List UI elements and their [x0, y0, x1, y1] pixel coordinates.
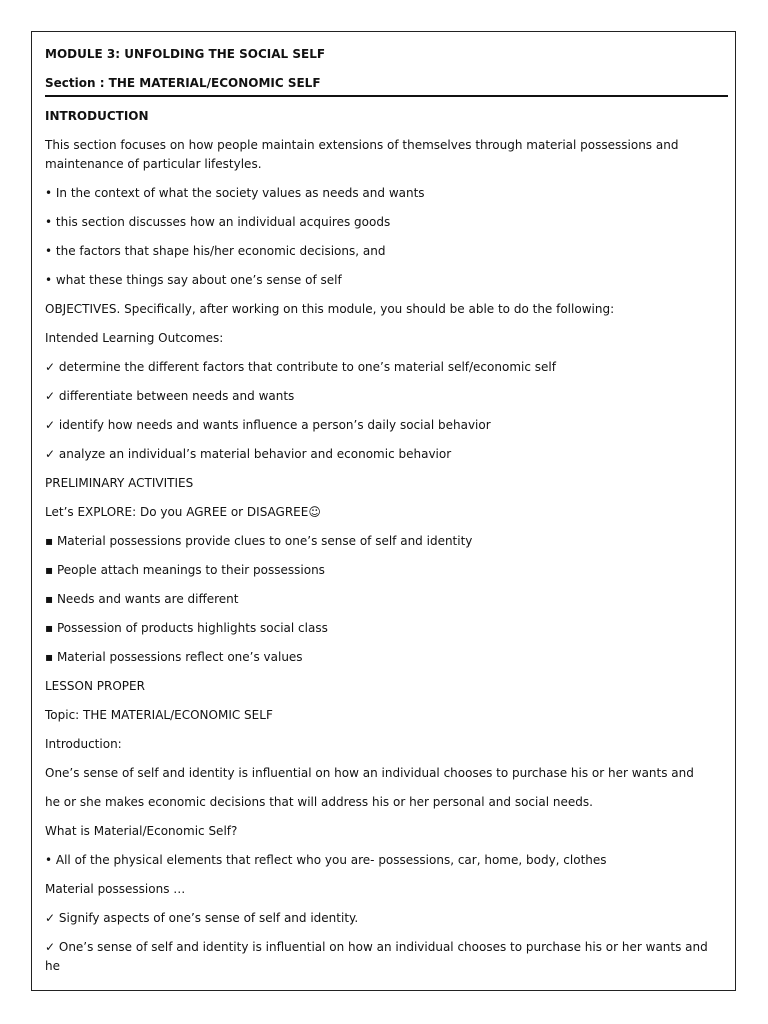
preliminary-item: ▪ Possession of products highlights social class [45, 621, 328, 635]
lesson-definition: • All of the physical elements that reflect who you are- possessions, car, home, body, clothes [45, 853, 607, 867]
section-title: Section : THE MATERIAL/ECONOMIC SELF [45, 76, 321, 90]
intro-bullet: • this section discusses how an individual acquires goods [45, 215, 391, 229]
possessions-item: ✓ Signify aspects of one’s sense of self and identity. [45, 911, 359, 925]
lesson-topic: Topic: THE MATERIAL/ECONOMIC SELF [45, 708, 273, 722]
objective-item: ✓ determine the different factors that contribute to one’s material self/economic self [45, 360, 556, 374]
preliminary-item: ▪ Needs and wants are different [45, 592, 239, 606]
lesson-intro-line: he or she makes economic decisions that will address his or her personal and social needs. [45, 795, 593, 809]
preliminary-item: ▪ Material possessions provide clues to one’s sense of self and identity [45, 534, 473, 548]
lesson-heading: LESSON PROPER [45, 679, 145, 693]
preliminary-item: ▪ People attach meanings to their possessions [45, 563, 325, 577]
possessions-item: ✓ One’s sense of self and identity is influential on how an individual chooses to purchase his or her wants and he [45, 940, 708, 973]
intro-bullet: • what these things say about one’s sense of self [45, 273, 342, 287]
possessions-label: Material possessions … [45, 882, 186, 896]
objectives-heading: OBJECTIVES. Specifically, after working on this module, you should be able to do the following: [45, 302, 615, 316]
section-divider [45, 95, 728, 97]
intro-bullet: • In the context of what the society values as needs and wants [45, 186, 425, 200]
intro-paragraph: This section focuses on how people maintain extensions of themselves through material possessions and maintenance of particular lifestyles. [45, 138, 679, 171]
objective-item: ✓ differentiate between needs and wants [45, 389, 295, 403]
intro-heading: INTRODUCTION [45, 109, 149, 123]
module-title: MODULE 3: UNFOLDING THE SOCIAL SELF [45, 47, 326, 61]
preliminary-heading: PRELIMINARY ACTIVITIES [45, 476, 194, 490]
objectives-subheading: Intended Learning Outcomes: [45, 331, 224, 345]
lesson-intro-line: One’s sense of self and identity is influential on how an individual chooses to purchase his or her wants and [45, 766, 694, 780]
lesson-intro-label: Introduction: [45, 737, 122, 751]
lesson-question: What is Material/Economic Self? [45, 824, 238, 838]
objective-item: ✓ analyze an individual’s material behavior and economic behavior [45, 447, 452, 461]
intro-bullet: • the factors that shape his/her economic decisions, and [45, 244, 386, 258]
document-body [45, 45, 725, 986]
explore-prompt: Let’s EXPLORE: Do you AGREE or DISAGREE☺ [45, 505, 321, 519]
objective-item: ✓ identify how needs and wants influence a person’s daily social behavior [45, 418, 491, 432]
preliminary-item: ▪ Material possessions reflect one’s values [45, 650, 303, 664]
